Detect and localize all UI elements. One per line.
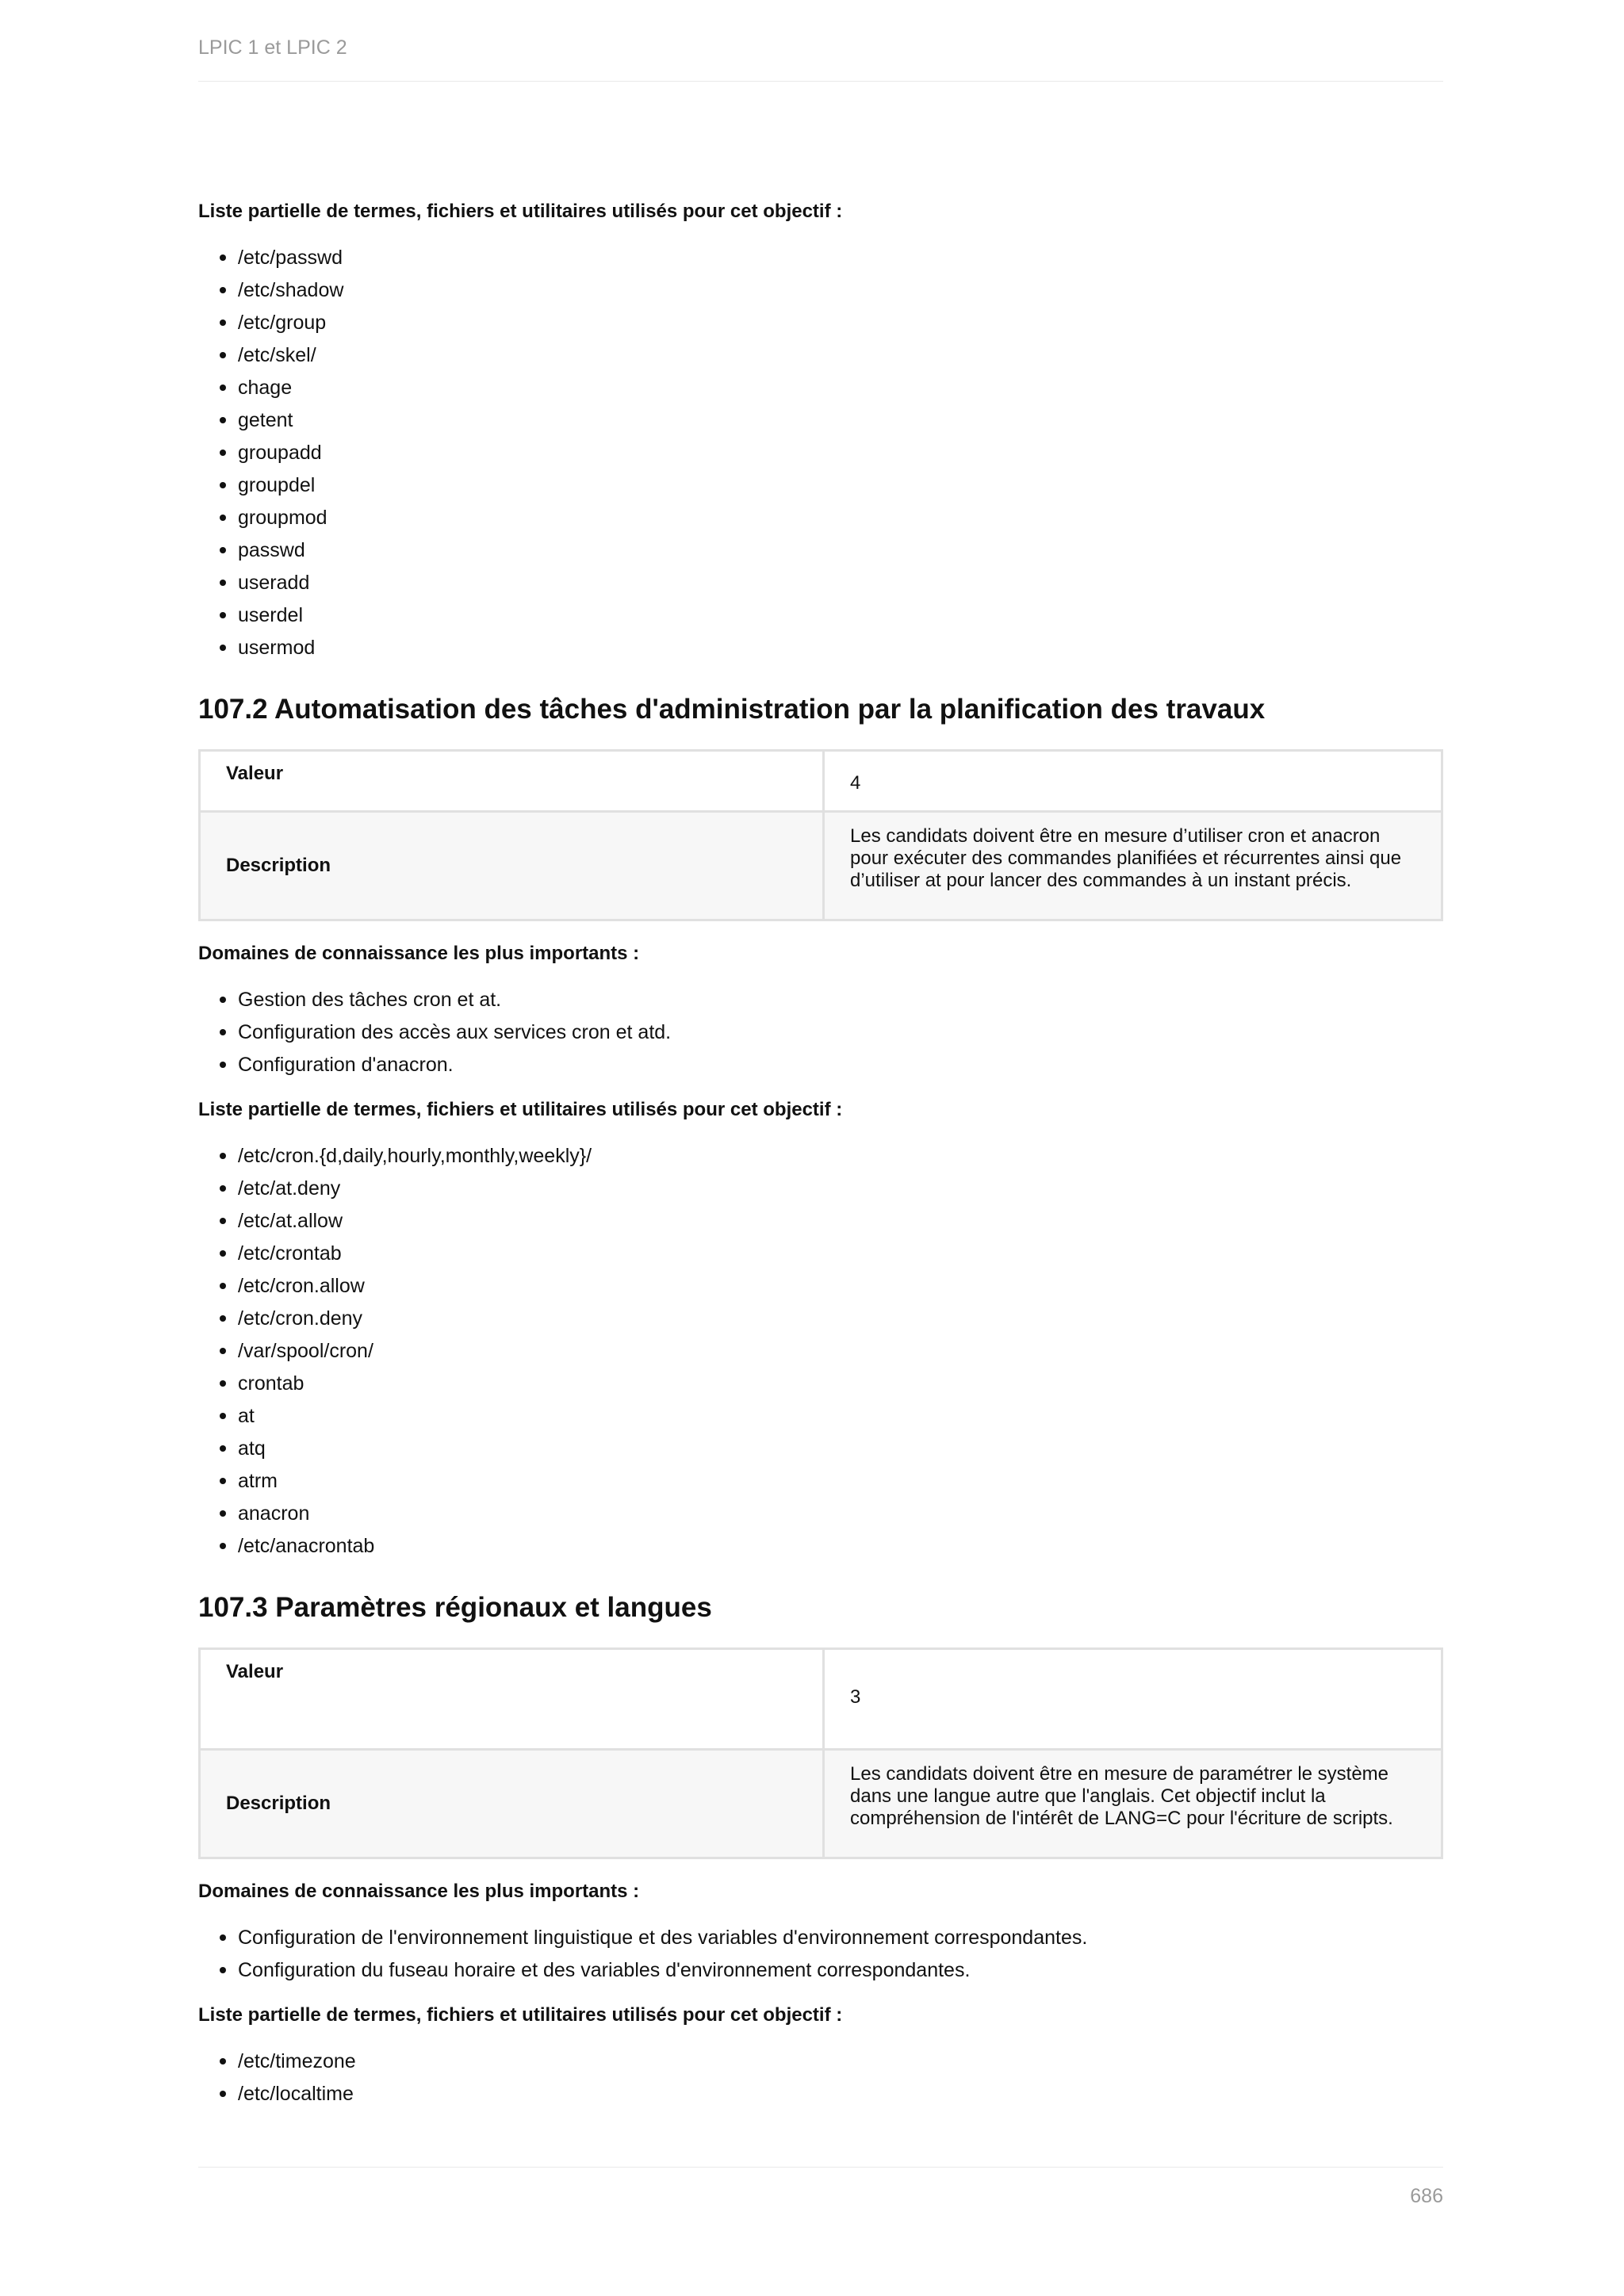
list-item: • useradd (238, 566, 1443, 599)
list-item: • userdel (238, 599, 1443, 631)
list-item: • groupadd (238, 436, 1443, 469)
list-item: • atq (238, 1432, 1443, 1464)
terms-list-top (198, 241, 1443, 664)
description-value: Les candidats doivent être en mesure d’utiliser cron et anacron pour exécuter des commandes planifiées et récurrentes ainsi que d’utiliser at pour lancer des commandes à un instant précis. (824, 812, 1442, 920)
terms-list-107-2 (198, 1139, 1443, 1562)
list-item: • /etc/passwd (238, 241, 1443, 274)
page-number: 686 (1410, 2185, 1443, 2207)
table-row-description (200, 812, 1442, 920)
terms-label-top: Liste partielle de termes, fichiers et utilitaires utilisés pour cet objectif : (198, 201, 843, 222)
list-item: • /var/spool/cron/ (238, 1334, 1443, 1367)
valeur-label: Valeur (200, 751, 824, 812)
list-item: • atrm (238, 1464, 1443, 1497)
valeur-value: 3 (824, 1649, 1442, 1750)
section-heading-107-3: 107.3 Paramètres régionaux et langues (198, 1592, 712, 1623)
valeur-value: 4 (824, 751, 1442, 812)
list-item: • passwd (238, 534, 1443, 566)
footer-divider (198, 2167, 1443, 2168)
list-item: • /etc/localtime (238, 2077, 1443, 2110)
domains-list-107-3 (198, 1921, 1443, 1986)
domains-list-107-2 (198, 983, 1443, 1081)
list-item: • getent (238, 404, 1443, 436)
list-item: • /etc/group (238, 306, 1443, 339)
description-label: Description (200, 1750, 824, 1858)
valeur-label: Valeur (200, 1649, 824, 1750)
list-item: • Configuration d'anacron. (238, 1048, 1443, 1081)
domains-label-107-2: Domaines de connaissance les plus importants : (198, 943, 640, 964)
list-item: • groupmod (238, 501, 1443, 534)
list-item: • /etc/anacrontab (238, 1529, 1443, 1562)
header-divider (198, 81, 1443, 82)
terms-list-107-3 (198, 2045, 1443, 2110)
list-item: • usermod (238, 631, 1443, 664)
list-item: • Configuration de l'environnement linguistique et des variables d'environnement correspondantes. (238, 1921, 1443, 1954)
list-item: • groupdel (238, 469, 1443, 501)
list-item: • Gestion des tâches cron et at. (238, 983, 1443, 1016)
list-item: • /etc/skel/ (238, 339, 1443, 371)
list-item: • /etc/cron.deny (238, 1302, 1443, 1334)
list-item: • crontab (238, 1367, 1443, 1399)
page-header: LPIC 1 et LPIC 2 (198, 36, 347, 59)
list-item: • /etc/at.deny (238, 1172, 1443, 1204)
description-value: Les candidats doivent être en mesure de paramétrer le système dans une langue autre que l'anglais. Cet objectif inclut la compréhension de l'intérêt de LANG=C pour l'écriture de scripts. (824, 1750, 1442, 1858)
page-content (198, 198, 1443, 2110)
info-table-107-2 (198, 749, 1443, 921)
list-item: • chage (238, 371, 1443, 404)
list-item: • /etc/at.allow (238, 1204, 1443, 1237)
list-item: • /etc/crontab (238, 1237, 1443, 1269)
table-row-valeur (200, 751, 1442, 812)
list-item: • /etc/cron.allow (238, 1269, 1443, 1302)
list-item: • at (238, 1399, 1443, 1432)
list-item: • Configuration des accès aux services cron et atd. (238, 1016, 1443, 1048)
list-item: • /etc/cron.{d,daily,hourly,monthly,weekly}/ (238, 1139, 1443, 1172)
list-item: • Configuration du fuseau horaire et des variables d'environnement correspondantes. (238, 1954, 1443, 1986)
terms-label-107-3: Liste partielle de termes, fichiers et utilitaires utilisés pour cet objectif : (198, 2004, 843, 2026)
section-heading-107-2: 107.2 Automatisation des tâches d'administration par la planification des travaux (198, 694, 1266, 725)
description-label: Description (200, 812, 824, 920)
info-table-107-3 (198, 1647, 1443, 1859)
terms-label-107-2: Liste partielle de termes, fichiers et utilitaires utilisés pour cet objectif : (198, 1099, 843, 1120)
table-row-valeur (200, 1649, 1442, 1750)
list-item: • /etc/timezone (238, 2045, 1443, 2077)
list-item: • /etc/shadow (238, 274, 1443, 306)
domains-label-107-3: Domaines de connaissance les plus importants : (198, 1881, 640, 1902)
list-item: • anacron (238, 1497, 1443, 1529)
table-row-description (200, 1750, 1442, 1858)
